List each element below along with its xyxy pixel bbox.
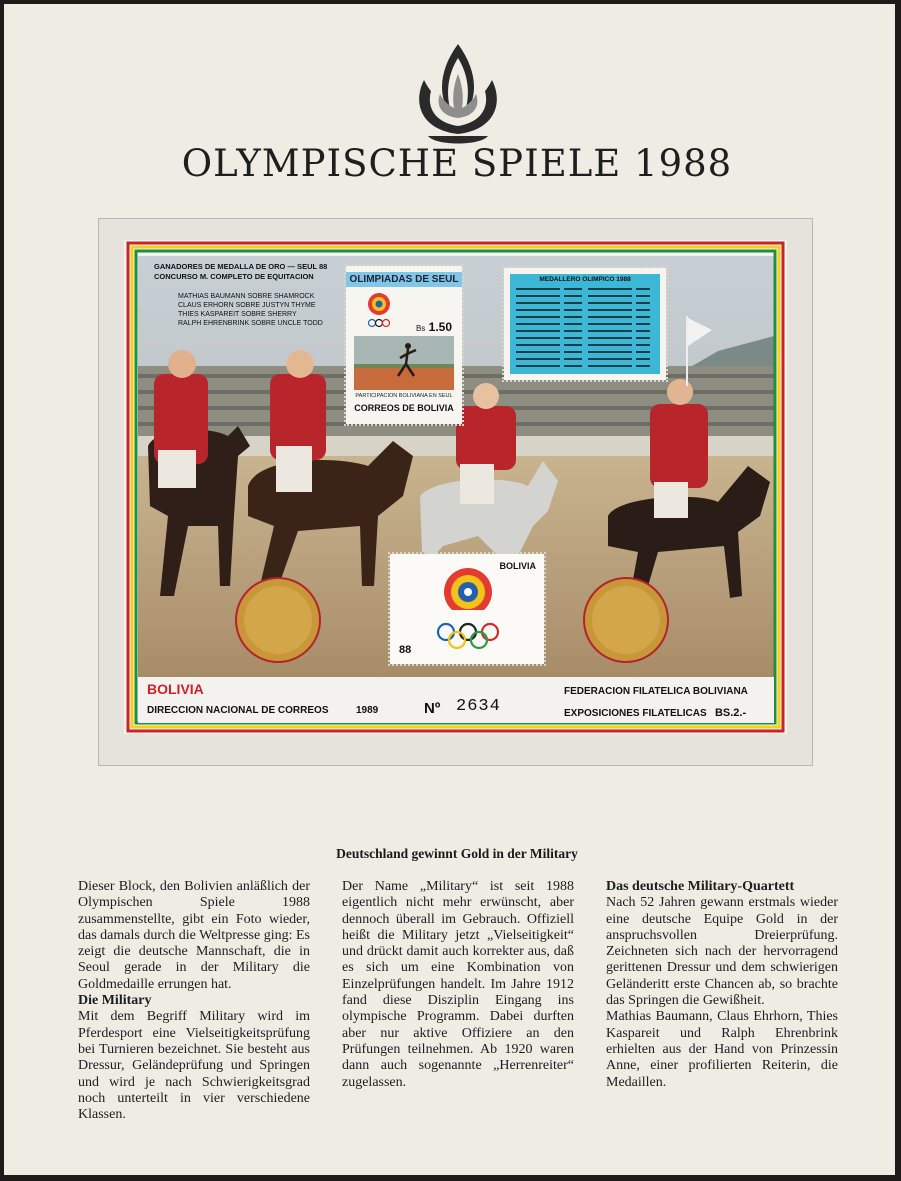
article-column-1	[78, 879, 310, 1123]
serial-label: Nº	[424, 700, 441, 717]
stamp-emblem-value: 88	[399, 644, 412, 656]
rider-1: MATHIAS BAUMANN SOBRE SHAMROCK	[178, 293, 315, 300]
rider-3: THIES KASPAREIT SOBRE SHERRY	[178, 311, 297, 318]
stamp-seoul-olympics	[346, 266, 462, 424]
article-paragraph: Der Name „Military“ ist seit 1988 eigentlich nicht mehr erwünscht, aber dennoch überall im Gebrauch. Offiziell heißt die Military jetzt „Vielseitigkeit“ und drückt damit auch korrekter aus, daß es sich um eine Kombination von Einzelprüfungen handelt. Im Jahre 1912 fand diese Disziplin Eingang ins olympische Programm. Dabei durften aber nur aktive Offiziere an den Prüfungen teilnehmen. Ab 1920 waren dann auch sogenannte „Herrenreiter“ zugelassen.	[342, 879, 574, 1090]
stamp-olympic-emblem	[390, 554, 544, 664]
winners-line2: CONCURSO M. COMPLETO DE EQUITACION	[154, 272, 314, 281]
section-heading-quartet: Das deutsche Military-Quartett	[606, 879, 795, 894]
sheet-exhibitions-label: EXPOSICIONES FILATELICAS	[564, 708, 707, 719]
stamp-seoul-country: CORREOS DE BOLIVIA	[354, 403, 454, 413]
serial-number: 2634	[456, 697, 501, 716]
riders-list	[178, 292, 323, 328]
stamp-seoul-currency: Bs	[415, 324, 426, 333]
page-title: OLYMPISCHE SPIELE 1988	[181, 142, 733, 185]
article-paragraph: Mathias Baumann, Claus Ehrhorn, Thies Kaspareit und Ralph Ehrenbrink erhielten aus der Hand von Prinzessin Anne, einer profilierten Reiterin, die Medaillen.	[606, 1009, 838, 1090]
sheet-issuer: DIRECCION NACIONAL DE CORREOS	[147, 705, 329, 716]
sheet-exhibitions	[564, 707, 746, 719]
article-column-3	[606, 879, 838, 1091]
sheet-federation: FEDERACION FILATELICA BOLIVIANA	[564, 686, 748, 697]
stamp-seoul-caption: PARTICIPACION BOLIVIANA EN SEUL	[355, 393, 453, 399]
section-heading-military: Die Military	[78, 993, 152, 1009]
seoul-olympic-logo-icon	[432, 566, 504, 654]
sheet-price: BS.2.-	[714, 707, 747, 719]
medal-table-rows	[516, 286, 654, 370]
stamp-seoul-value	[416, 320, 452, 334]
article-title: Deutschland gewinnt Gold in der Military	[336, 846, 578, 861]
stamp-seoul-title: OLIMPIADAS DE SEUL	[346, 272, 462, 287]
article-column-2	[342, 879, 574, 1091]
winners-heading	[154, 262, 327, 282]
article-paragraph: Nach 52 Jahren gewann erstmals wieder eine deutsche Equipe Gold in der anspruchsvollen Dreierprüfung. Zeichneten sich nach der hervorragend gerittenen Dressur und dem schwierigen Geländeritt erste Chancen ab, so brachte das Springen die Gewißheit.	[606, 895, 838, 1009]
winners-line1: GANADORES DE MEDALLA DE ORO — SEUL 88	[154, 262, 328, 271]
runner-picture	[354, 336, 454, 390]
medal-table-panel	[510, 274, 660, 374]
sheet-country: BOLIVIA	[147, 681, 204, 697]
sheet-year: 1989	[356, 705, 379, 716]
article-paragraph: Mit dem Begriff Military wird im Pferdesport eine Vielseitigkeitsprüfung bei Turnieren bezeichnet. Sie besteht aus Dressur, Geländeprüfung und Springen und wird je nach Schwierigkeitsgrad noch unterteilt in vier verschiedene Klassen.	[78, 1009, 310, 1123]
rider-4: RALPH EHRENBRINK SOBRE UNCLE TODD	[178, 320, 323, 327]
medal-table-title: MEDALLERO OLIMPICO 1988	[539, 276, 631, 283]
flame-logo-icon	[410, 30, 506, 148]
article-paragraph: Dieser Block, den Bolivien anläßlich der Olympischen Spiele 1988 zusammenstellte, gibt ein Foto wieder, das damals durch die Weltpresse ging: Es zeigt die deutsche Mannschaft, die in Seoul gerade in der Military die Goldmedaille errungen hat.	[78, 879, 310, 992]
rider-2: CLAUS ERHORN SOBRE JUSTYN THYME	[178, 302, 316, 309]
stamp-emblem-country: BOLIVIA	[499, 561, 536, 571]
stamp-seoul-amount: 1.50	[428, 320, 452, 334]
seoul-emblem-icon	[364, 290, 394, 330]
stamp-medal-table	[504, 268, 666, 380]
